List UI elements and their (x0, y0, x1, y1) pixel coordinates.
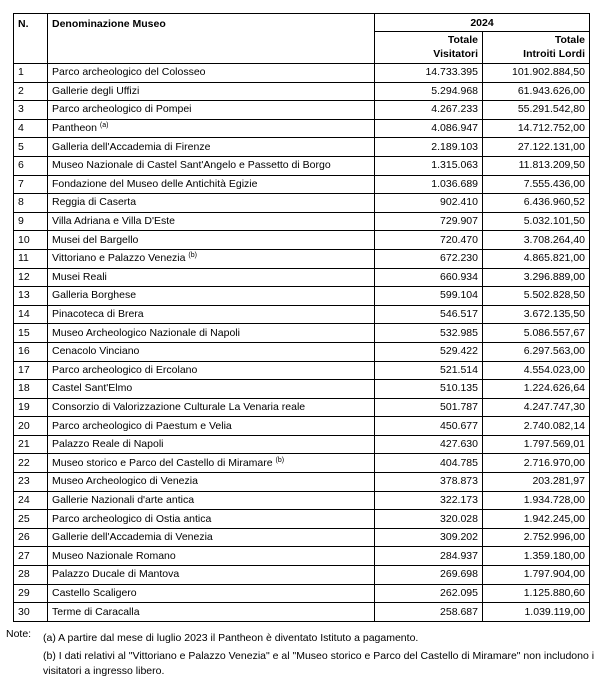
row-number: 19 (14, 398, 48, 417)
income-cell: 6.436.960,52 (483, 194, 590, 213)
museum-name: Castello Scaligero (52, 586, 137, 599)
museum-name-cell (48, 584, 375, 603)
museum-name-cell (48, 380, 375, 399)
table-row (14, 119, 590, 138)
table-row (14, 287, 590, 306)
visitors-cell: 4.267.233 (375, 101, 483, 120)
row-number: 8 (14, 194, 48, 213)
row-number: 21 (14, 435, 48, 454)
visitors-cell: 320.028 (375, 510, 483, 529)
museum-name: Museo storico e Parco del Castello di Miramare (52, 456, 273, 469)
row-number: 24 (14, 491, 48, 510)
row-number: 23 (14, 473, 48, 492)
museum-name: Galleria Borghese (52, 289, 137, 302)
row-number: 16 (14, 342, 48, 361)
museum-name-cell (48, 101, 375, 120)
table-row (14, 547, 590, 566)
header-income-line1: Totale (554, 34, 585, 46)
museum-name: Villa Adriana e Villa D'Este (52, 215, 176, 228)
table-row (14, 398, 590, 417)
header-income-line2: Introiti Lordi (523, 48, 585, 60)
income-cell: 1.039.119,00 (483, 603, 590, 622)
row-number: 18 (14, 380, 48, 399)
museum-name: Palazzo Ducale di Mantova (52, 568, 180, 581)
header-number: N. (14, 14, 48, 64)
visitors-cell: 1.315.063 (375, 156, 483, 175)
header-visitors-line2: Visitatori (433, 48, 478, 60)
museum-name: Parco archeologico di Ostia antica (52, 512, 212, 525)
visitors-cell: 262.095 (375, 584, 483, 603)
visitors-cell: 2.189.103 (375, 138, 483, 157)
notes-label: Note: (6, 628, 32, 640)
row-number: 13 (14, 287, 48, 306)
row-number: 11 (14, 249, 48, 268)
income-cell: 3.708.264,40 (483, 231, 590, 250)
table-body (14, 64, 590, 622)
footnote-marker: (b) (275, 456, 285, 464)
income-cell: 14.712.752,00 (483, 119, 590, 138)
row-number: 14 (14, 305, 48, 324)
income-cell: 4.554.023,00 (483, 361, 590, 380)
museum-name: Parco archeologico di Pompei (52, 103, 192, 116)
museum-name-cell (48, 64, 375, 83)
visitors-cell: 501.787 (375, 398, 483, 417)
row-number: 30 (14, 603, 48, 622)
note-b: (b) I dati relativi al "Vittoriano e Palazzo Venezia" e al "Museo storico e Parco del Castello di Miramare" non includono i visitatori a ingresso libero. (43, 650, 595, 677)
table-row (14, 268, 590, 287)
income-cell: 1.797.569,01 (483, 435, 590, 454)
visitors-cell: 729.907 (375, 212, 483, 231)
visitors-cell: 660.934 (375, 268, 483, 287)
table-row (14, 342, 590, 361)
visitors-cell: 284.937 (375, 547, 483, 566)
museum-name: Museo Nazionale Romano (52, 549, 176, 562)
visitors-cell: 269.698 (375, 566, 483, 585)
header-row-year (14, 14, 590, 32)
row-number: 17 (14, 361, 48, 380)
table-row (14, 138, 590, 157)
museum-name: Museo Archeologico di Venezia (52, 475, 198, 488)
header-museum-name: Denominazione Museo (48, 14, 375, 64)
visitors-cell: 902.410 (375, 194, 483, 213)
museum-name: Fondazione del Museo delle Antichità Egizie (52, 177, 258, 190)
visitors-cell: 14.733.395 (375, 64, 483, 83)
footnote-marker: (a) (99, 122, 109, 130)
museum-name-cell (48, 361, 375, 380)
museum-name-cell (48, 231, 375, 250)
table-row (14, 324, 590, 343)
museum-name-cell (48, 342, 375, 361)
museum-name-cell (48, 82, 375, 101)
museum-name: Consorzio di Valorizzazione Culturale La Venaria reale (52, 400, 306, 413)
museum-name: Parco archeologico del Colosseo (52, 66, 206, 79)
visitors-cell: 4.086.947 (375, 119, 483, 138)
table-row (14, 361, 590, 380)
visitors-cell: 672.230 (375, 249, 483, 268)
income-cell: 5.032.101,50 (483, 212, 590, 231)
museum-name-cell (48, 566, 375, 585)
table-row (14, 380, 590, 399)
museum-name-cell (48, 603, 375, 622)
row-number: 27 (14, 547, 48, 566)
income-cell: 27.122.131,00 (483, 138, 590, 157)
museum-name: Vittoriano e Palazzo Venezia (52, 252, 186, 265)
visitors-cell: 378.873 (375, 473, 483, 492)
income-cell: 1.125.880,60 (483, 584, 590, 603)
museum-name-cell (48, 287, 375, 306)
museum-name-cell (48, 138, 375, 157)
row-number: 2 (14, 82, 48, 101)
table-row (14, 175, 590, 194)
museum-name: Musei Reali (52, 270, 107, 283)
visitors-cell: 322.173 (375, 491, 483, 510)
museum-name: Musei del Bargello (52, 233, 139, 246)
museum-name: Pantheon (52, 122, 97, 135)
row-number: 29 (14, 584, 48, 603)
museum-name-cell (48, 547, 375, 566)
visitors-cell: 720.470 (375, 231, 483, 250)
income-cell: 1.797.904,00 (483, 566, 590, 585)
income-cell: 3.672.135,50 (483, 305, 590, 324)
income-cell: 6.297.563,00 (483, 342, 590, 361)
income-cell: 5.086.557,67 (483, 324, 590, 343)
museum-name-cell (48, 510, 375, 529)
income-cell: 1.942.245,00 (483, 510, 590, 529)
museum-name-cell (48, 528, 375, 547)
table-row (14, 64, 590, 83)
visitors-cell: 5.294.968 (375, 82, 483, 101)
museum-name: Castel Sant'Elmo (52, 382, 133, 395)
income-cell: 203.281,97 (483, 473, 590, 492)
row-number: 28 (14, 566, 48, 585)
visitors-cell: 1.036.689 (375, 175, 483, 194)
table-row (14, 82, 590, 101)
visitors-cell: 532.985 (375, 324, 483, 343)
row-number: 20 (14, 417, 48, 436)
income-cell: 11.813.209,50 (483, 156, 590, 175)
income-cell: 2.752.996,00 (483, 528, 590, 547)
visitors-cell: 521.514 (375, 361, 483, 380)
museum-name-cell (48, 194, 375, 213)
footnote-marker: (b) (188, 252, 197, 260)
row-number: 1 (14, 64, 48, 83)
header-year: 2024 (375, 14, 590, 32)
museum-name-cell (48, 324, 375, 343)
income-cell: 101.902.884,50 (483, 64, 590, 83)
row-number: 15 (14, 324, 48, 343)
museum-name: Museo Archeologico Nazionale di Napoli (52, 326, 240, 339)
income-cell: 1.934.728,00 (483, 491, 590, 510)
income-cell: 2.740.082,14 (483, 417, 590, 436)
row-number: 5 (14, 138, 48, 157)
income-cell: 61.943.626,00 (483, 82, 590, 101)
table-row (14, 305, 590, 324)
table-row (14, 491, 590, 510)
visitors-cell: 258.687 (375, 603, 483, 622)
note-a: (a) A partire dal mese di luglio 2023 il Pantheon è diventato Istituto a pagamento. (43, 632, 419, 644)
visitors-cell: 427.630 (375, 435, 483, 454)
museum-name-cell (48, 473, 375, 492)
museum-name: Gallerie dell'Accademia di Venezia (52, 531, 213, 544)
income-cell: 5.502.828,50 (483, 287, 590, 306)
table-row (14, 510, 590, 529)
museum-name: Terme di Caracalla (52, 605, 140, 618)
museum-name: Gallerie degli Uffizi (52, 84, 140, 97)
visitors-cell: 309.202 (375, 528, 483, 547)
museum-name-cell (48, 398, 375, 417)
income-cell: 1.359.180,00 (483, 547, 590, 566)
table-row (14, 194, 590, 213)
museum-name-cell (48, 156, 375, 175)
income-cell: 7.555.436,00 (483, 175, 590, 194)
income-cell: 4.247.747,30 (483, 398, 590, 417)
table-row (14, 566, 590, 585)
income-cell: 2.716.970,00 (483, 454, 590, 473)
museum-name: Cenacolo Vinciano (52, 345, 140, 358)
table-row (14, 435, 590, 454)
museums-table (13, 13, 590, 622)
table-row (14, 156, 590, 175)
museum-name: Galleria dell'Accademia di Firenze (52, 140, 211, 153)
table-row (14, 603, 590, 622)
visitors-cell: 404.785 (375, 454, 483, 473)
visitors-cell: 450.677 (375, 417, 483, 436)
table-row (14, 101, 590, 120)
museum-name: Pinacoteca di Brera (52, 308, 144, 321)
museum-name-cell (48, 212, 375, 231)
visitors-cell: 510.135 (375, 380, 483, 399)
table-row (14, 584, 590, 603)
table-row (14, 473, 590, 492)
visitors-cell: 546.517 (375, 305, 483, 324)
table-row (14, 249, 590, 268)
museum-name-cell (48, 417, 375, 436)
income-cell: 55.291.542,80 (483, 101, 590, 120)
museum-name-cell (48, 249, 375, 268)
row-number: 26 (14, 528, 48, 547)
row-number: 12 (14, 268, 48, 287)
table-row (14, 212, 590, 231)
museum-name: Parco archeologico di Paestum e Velia (52, 419, 232, 432)
museum-name-cell (48, 268, 375, 287)
museum-name: Museo Nazionale di Castel Sant'Angelo e Passetto di Borgo (52, 159, 331, 172)
museum-name-cell (48, 435, 375, 454)
table-row (14, 528, 590, 547)
row-number: 7 (14, 175, 48, 194)
visitors-cell: 599.104 (375, 287, 483, 306)
income-cell: 3.296.889,00 (483, 268, 590, 287)
header-visitors-line1: Totale (447, 34, 478, 46)
row-number: 22 (14, 454, 48, 473)
museum-name: Reggia di Caserta (52, 196, 137, 209)
museum-name-cell (48, 305, 375, 324)
header-income (483, 32, 590, 64)
table-row (14, 417, 590, 436)
museum-name: Palazzo Reale di Napoli (52, 438, 164, 451)
visitors-cell: 529.422 (375, 342, 483, 361)
header-visitors (375, 32, 483, 64)
table-row (14, 454, 590, 473)
museum-name: Gallerie Nazionali d'arte antica (52, 493, 195, 506)
row-number: 3 (14, 101, 48, 120)
row-number: 10 (14, 231, 48, 250)
museum-name-cell (48, 454, 375, 473)
row-number: 6 (14, 156, 48, 175)
museum-name: Parco archeologico di Ercolano (52, 363, 198, 376)
museum-name-cell (48, 491, 375, 510)
museum-name-cell (48, 119, 375, 138)
row-number: 25 (14, 510, 48, 529)
row-number: 9 (14, 212, 48, 231)
museum-name-cell (48, 175, 375, 194)
row-number: 4 (14, 119, 48, 138)
income-cell: 4.865.821,00 (483, 249, 590, 268)
income-cell: 1.224.626,64 (483, 380, 590, 399)
table-row (14, 231, 590, 250)
